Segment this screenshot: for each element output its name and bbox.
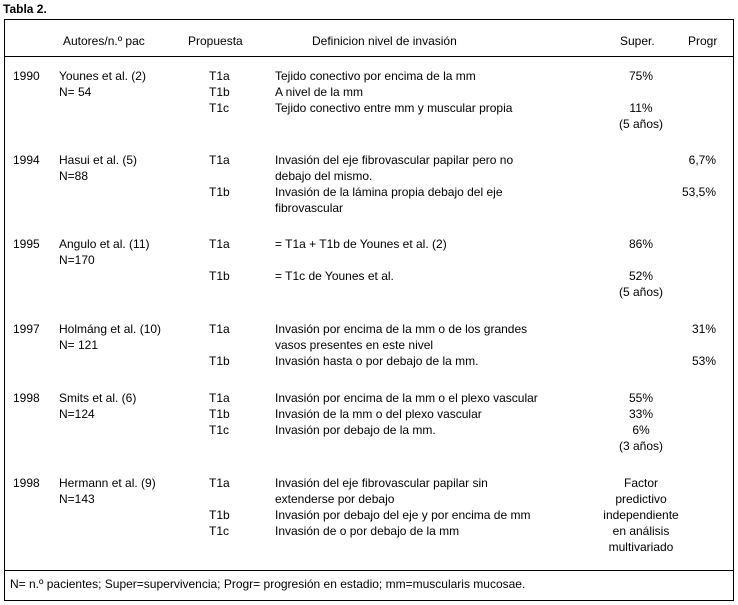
- group-patient-count: N=170: [59, 253, 95, 267]
- stage-label: T1b: [209, 185, 230, 199]
- stage-label: T1a: [209, 476, 230, 490]
- group-year: 1998: [13, 476, 40, 490]
- survival-value: (5 años): [618, 285, 664, 299]
- survival-value: independiente: [603, 508, 679, 522]
- table-footnote: N= n.º pacientes; Super=supervivencia; Progr= progresión en estadio; mm=muscularis mucosae.: [10, 577, 526, 591]
- survival-value: 75%: [628, 69, 654, 83]
- group-author: Hermann et al. (9): [59, 476, 156, 490]
- header-divider: [5, 56, 733, 57]
- definition-text: Invasión de la lámina propia debajo del eje: [275, 185, 503, 199]
- group-year: 1994: [13, 153, 40, 167]
- definition-text: fibrovascular: [275, 201, 344, 215]
- definition-text: Tejido conectivo por encima de la mm: [275, 69, 476, 83]
- group-author: Angulo et al. (11): [59, 237, 150, 251]
- stage-label: T1a: [209, 391, 230, 405]
- definition-text: Invasión por encima de la mm o el plexo vascular: [275, 391, 538, 405]
- definition-text: = T1a + T1b de Younes et al. (2): [275, 237, 447, 251]
- stage-label: T1b: [209, 508, 230, 522]
- stage-label: T1b: [209, 269, 230, 283]
- stage-label: T1a: [209, 237, 230, 251]
- survival-value: (3 años): [618, 439, 664, 453]
- definition-text: extenderse por debajo: [275, 492, 395, 506]
- progression-value: 6,7%: [688, 153, 716, 167]
- definition-text: Invasión por debajo de la mm.: [275, 423, 436, 437]
- survival-value: 6%: [632, 423, 650, 437]
- group-year: 1997: [13, 322, 40, 336]
- stage-label: T1b: [209, 407, 230, 421]
- stage-label: T1a: [209, 322, 230, 336]
- stage-label: T1c: [209, 101, 230, 115]
- header-definition: Definicion nivel de invasión: [312, 34, 457, 48]
- definition-text: debajo del mismo.: [275, 169, 373, 183]
- stage-label: T1b: [209, 354, 230, 368]
- header-survival: Super.: [620, 34, 655, 48]
- table-frame: [4, 19, 734, 601]
- survival-value: multivariado: [608, 540, 674, 554]
- stage-label: T1a: [209, 153, 230, 167]
- group-year: 1995: [13, 237, 40, 251]
- table-title: Tabla 2.: [3, 2, 47, 16]
- stage-label: T1c: [209, 524, 230, 538]
- definition-text: Invasión hasta o por debajo de la mm.: [275, 354, 479, 368]
- survival-value: 86%: [628, 237, 654, 251]
- survival-value: Factor: [623, 476, 658, 490]
- progression-value: 53,5%: [681, 185, 716, 199]
- group-year: 1998: [13, 391, 40, 405]
- survival-value: en análisis: [612, 524, 670, 538]
- group-patient-count: N=143: [59, 492, 95, 506]
- stage-label: T1c: [209, 423, 230, 437]
- definition-text: A nivel de la mm: [275, 85, 364, 99]
- header-authors: Autores/n.º pac: [63, 34, 145, 48]
- stage-label: T1a: [209, 69, 230, 83]
- definition-text: Tejido conectivo entre mm y muscular propia: [275, 101, 513, 115]
- definition-text: Invasión del eje fibrovascular papilar sin: [275, 476, 488, 490]
- definition-text: Invasión de o por debajo de la mm: [275, 524, 460, 538]
- definition-text: Invasión de la mm o del plexo vascular: [275, 407, 482, 421]
- definition-text: Invasión del eje fibrovascular papilar pero no: [275, 153, 514, 167]
- group-patient-count: N=124: [59, 407, 95, 421]
- group-year: 1990: [13, 69, 40, 83]
- group-author: Holmáng et al. (10): [59, 322, 162, 336]
- definition-text: vasos presentes en este nivel: [275, 338, 434, 352]
- progression-value: 31%: [691, 322, 716, 336]
- survival-value: 11%: [629, 101, 653, 115]
- survival-value: (5 años): [618, 117, 664, 131]
- group-patient-count: N= 54: [59, 85, 92, 99]
- definition-text: Invasión por debajo del eje y por encima de mm: [275, 508, 531, 522]
- definition-text: = T1c de Younes et al.: [275, 269, 394, 283]
- group-author: Younes et al. (2): [59, 69, 146, 83]
- header-progression: Progr: [688, 34, 718, 48]
- definition-text: Invasión por encima de la mm o de los grandes: [275, 322, 528, 336]
- group-author: Smits et al. (6): [59, 391, 137, 405]
- progression-value: 53%: [691, 354, 716, 368]
- survival-value: 33%: [628, 407, 654, 421]
- header-proposal: Propuesta: [188, 34, 243, 48]
- survival-value: 55%: [628, 391, 654, 405]
- group-author: Hasui et al. (5): [59, 153, 138, 167]
- footer-divider: [5, 570, 733, 571]
- survival-value: 52%: [628, 269, 654, 283]
- survival-value: predictivo: [615, 492, 667, 506]
- group-patient-count: N=88: [59, 169, 89, 183]
- group-patient-count: N= 121: [59, 338, 99, 352]
- stage-label: T1b: [209, 85, 230, 99]
